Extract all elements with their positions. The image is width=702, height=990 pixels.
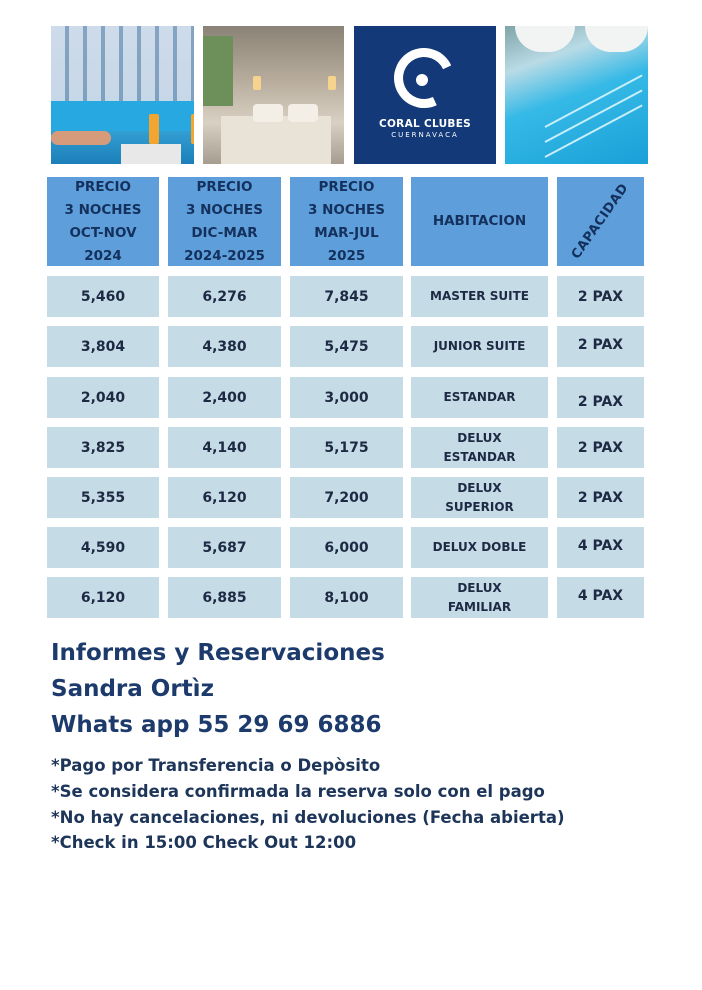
header-text bbox=[566, 179, 636, 265]
price-value: 5,475 bbox=[324, 338, 369, 355]
arm bbox=[51, 131, 111, 145]
header-line: PRECIO bbox=[318, 178, 375, 195]
capacity-value: 2 PAX bbox=[577, 336, 624, 353]
room-name bbox=[433, 538, 527, 557]
price-cell bbox=[290, 276, 403, 317]
header-line: MAR-JUL bbox=[314, 224, 379, 241]
price-cell bbox=[168, 477, 281, 518]
note-check-in-out: *Check in 15:00 Check Out 12:00 bbox=[51, 833, 357, 852]
logo-dot-icon bbox=[416, 74, 428, 86]
price-value: 4,140 bbox=[202, 439, 247, 456]
price-cell bbox=[168, 326, 281, 367]
price-cell bbox=[168, 377, 281, 418]
pillow bbox=[253, 104, 283, 122]
swimming-pool-photo bbox=[505, 26, 648, 164]
header-line: 2025 bbox=[327, 247, 366, 264]
bedroom-photo bbox=[203, 26, 344, 164]
header-line: 2024 bbox=[84, 247, 122, 264]
room-name-line: ESTANDAR bbox=[443, 390, 516, 404]
table bbox=[121, 144, 181, 164]
price-cell bbox=[290, 577, 403, 618]
logo-name: CORAL CLUBES bbox=[378, 118, 472, 130]
header-text bbox=[184, 176, 265, 268]
logo-subtitle: CUERNAVACA bbox=[391, 131, 459, 139]
price-value: 6,120 bbox=[202, 489, 247, 506]
price-cell bbox=[47, 276, 159, 317]
price-cell bbox=[47, 427, 159, 468]
contact-title: Informes y Reservaciones bbox=[51, 640, 385, 666]
capacity-value: 2 PAX bbox=[577, 439, 624, 456]
room-type-cell bbox=[411, 577, 548, 618]
header-price-mar-jul bbox=[290, 177, 403, 266]
price-value: 5,687 bbox=[202, 539, 247, 556]
price-cell bbox=[290, 477, 403, 518]
capacity-cell bbox=[557, 427, 644, 468]
capacity-value: 4 PAX bbox=[577, 587, 624, 604]
price-value: 2,400 bbox=[202, 389, 247, 406]
pool-water bbox=[51, 101, 194, 131]
room-type-cell bbox=[411, 427, 548, 468]
capacity-cell bbox=[557, 377, 644, 418]
header-text bbox=[433, 210, 526, 233]
pool-drinks-photo bbox=[51, 26, 194, 164]
price-value: 5,175 bbox=[324, 439, 369, 456]
room-name-line: MASTER SUITE bbox=[430, 289, 529, 303]
drink-glass bbox=[149, 114, 159, 144]
capacity-cell bbox=[557, 477, 644, 518]
room-type-cell bbox=[411, 377, 548, 418]
pillow bbox=[288, 104, 318, 122]
price-value: 4,380 bbox=[202, 338, 247, 355]
price-cell bbox=[290, 527, 403, 568]
price-cell bbox=[47, 377, 159, 418]
price-value: 5,460 bbox=[80, 288, 126, 305]
pool-lane bbox=[545, 89, 643, 142]
header-line: 3 NOCHES bbox=[64, 201, 142, 218]
price-value: 7,200 bbox=[324, 489, 369, 506]
note-confirmation: *Se considera confirmada la reserva solo con el pago bbox=[51, 782, 545, 801]
price-value: 3,804 bbox=[80, 338, 126, 355]
room-name bbox=[434, 337, 526, 356]
room-type-cell bbox=[411, 276, 548, 317]
drink-glass bbox=[191, 114, 194, 144]
price-cell bbox=[168, 276, 281, 317]
room-name-line: ESTANDAR bbox=[443, 449, 516, 464]
capacity-cell bbox=[557, 577, 644, 618]
room-name bbox=[444, 388, 516, 407]
price-value: 6,000 bbox=[324, 539, 369, 556]
header-price-dic-mar bbox=[168, 177, 281, 266]
room-type-cell bbox=[411, 477, 548, 518]
price-value: 5,355 bbox=[80, 489, 126, 506]
note-payment: *Pago por Transferencia o Depòsito bbox=[51, 756, 381, 775]
price-cell bbox=[47, 527, 159, 568]
price-cell bbox=[168, 427, 281, 468]
price-value: 6,120 bbox=[80, 589, 126, 606]
header-line: OCT-NOV bbox=[69, 224, 137, 241]
capacity-value: 2 PAX bbox=[577, 288, 624, 305]
room-name-line: JUNIOR SUITE bbox=[433, 339, 526, 353]
header-capacidad bbox=[557, 177, 644, 266]
coral-clubes-logo bbox=[354, 26, 496, 164]
price-cell bbox=[47, 326, 159, 367]
room-name-line: SUPERIOR bbox=[445, 499, 514, 514]
price-cell bbox=[47, 477, 159, 518]
price-cell bbox=[168, 527, 281, 568]
price-cell bbox=[47, 577, 159, 618]
room-name bbox=[430, 287, 529, 306]
bed bbox=[221, 116, 331, 164]
capacity-cell bbox=[557, 326, 644, 367]
price-cell bbox=[290, 377, 403, 418]
room-name-line: DELUX bbox=[457, 430, 502, 445]
header-price-oct-nov bbox=[47, 177, 159, 266]
header-line: 2024-2025 bbox=[184, 247, 265, 264]
header-line: 3 NOCHES bbox=[307, 201, 386, 218]
header-line: PRECIO bbox=[75, 178, 131, 195]
room-name bbox=[448, 579, 511, 617]
room-name bbox=[444, 429, 516, 467]
header-line: HABITACION bbox=[432, 213, 527, 229]
header-line: 3 NOCHES bbox=[185, 201, 264, 218]
price-value: 8,100 bbox=[324, 589, 369, 606]
header-text bbox=[308, 176, 385, 268]
price-cell bbox=[290, 427, 403, 468]
price-value: 6,276 bbox=[202, 288, 247, 305]
shade-tent bbox=[515, 26, 575, 52]
capacity-value: 2 PAX bbox=[577, 489, 624, 506]
price-value: 3,825 bbox=[80, 439, 126, 456]
contact-name: Sandra Ortìz bbox=[51, 676, 214, 702]
header-line: CAPACIDAD bbox=[568, 180, 633, 263]
price-value: 3,000 bbox=[324, 389, 369, 406]
room-name bbox=[445, 479, 514, 517]
capacity-cell bbox=[557, 276, 644, 317]
window bbox=[203, 36, 233, 106]
pool-lane bbox=[545, 104, 643, 157]
capacity-value: 4 PAX bbox=[577, 537, 624, 554]
pool-lane bbox=[545, 74, 643, 127]
shade-tent bbox=[585, 26, 648, 52]
room-name-line: DELUX DOBLE bbox=[432, 540, 527, 554]
capacity-value: 2 PAX bbox=[577, 393, 624, 410]
capacity-cell bbox=[557, 527, 644, 568]
room-name-line: DELUX bbox=[457, 580, 502, 595]
hotel-building bbox=[51, 26, 194, 106]
room-type-cell bbox=[411, 527, 548, 568]
room-type-cell bbox=[411, 326, 548, 367]
price-value: 4,590 bbox=[80, 539, 126, 556]
price-cell bbox=[290, 326, 403, 367]
header-text bbox=[64, 176, 141, 268]
price-value: 7,845 bbox=[324, 288, 369, 305]
lamp bbox=[328, 76, 336, 90]
price-cell bbox=[168, 577, 281, 618]
price-value: 2,040 bbox=[80, 389, 126, 406]
note-cancellations: *No hay cancelaciones, ni devoluciones (Fecha abierta) bbox=[51, 808, 565, 827]
whatsapp-number: Whats app 55 29 69 6886 bbox=[51, 712, 382, 738]
price-value: 6,885 bbox=[202, 589, 247, 606]
lamp bbox=[253, 76, 261, 90]
header-line: DIC-MAR bbox=[191, 224, 258, 241]
room-name-line: DELUX bbox=[457, 480, 502, 495]
header-habitacion bbox=[411, 177, 548, 266]
room-name-line: FAMILIAR bbox=[447, 599, 512, 614]
header-line: PRECIO bbox=[196, 178, 253, 195]
